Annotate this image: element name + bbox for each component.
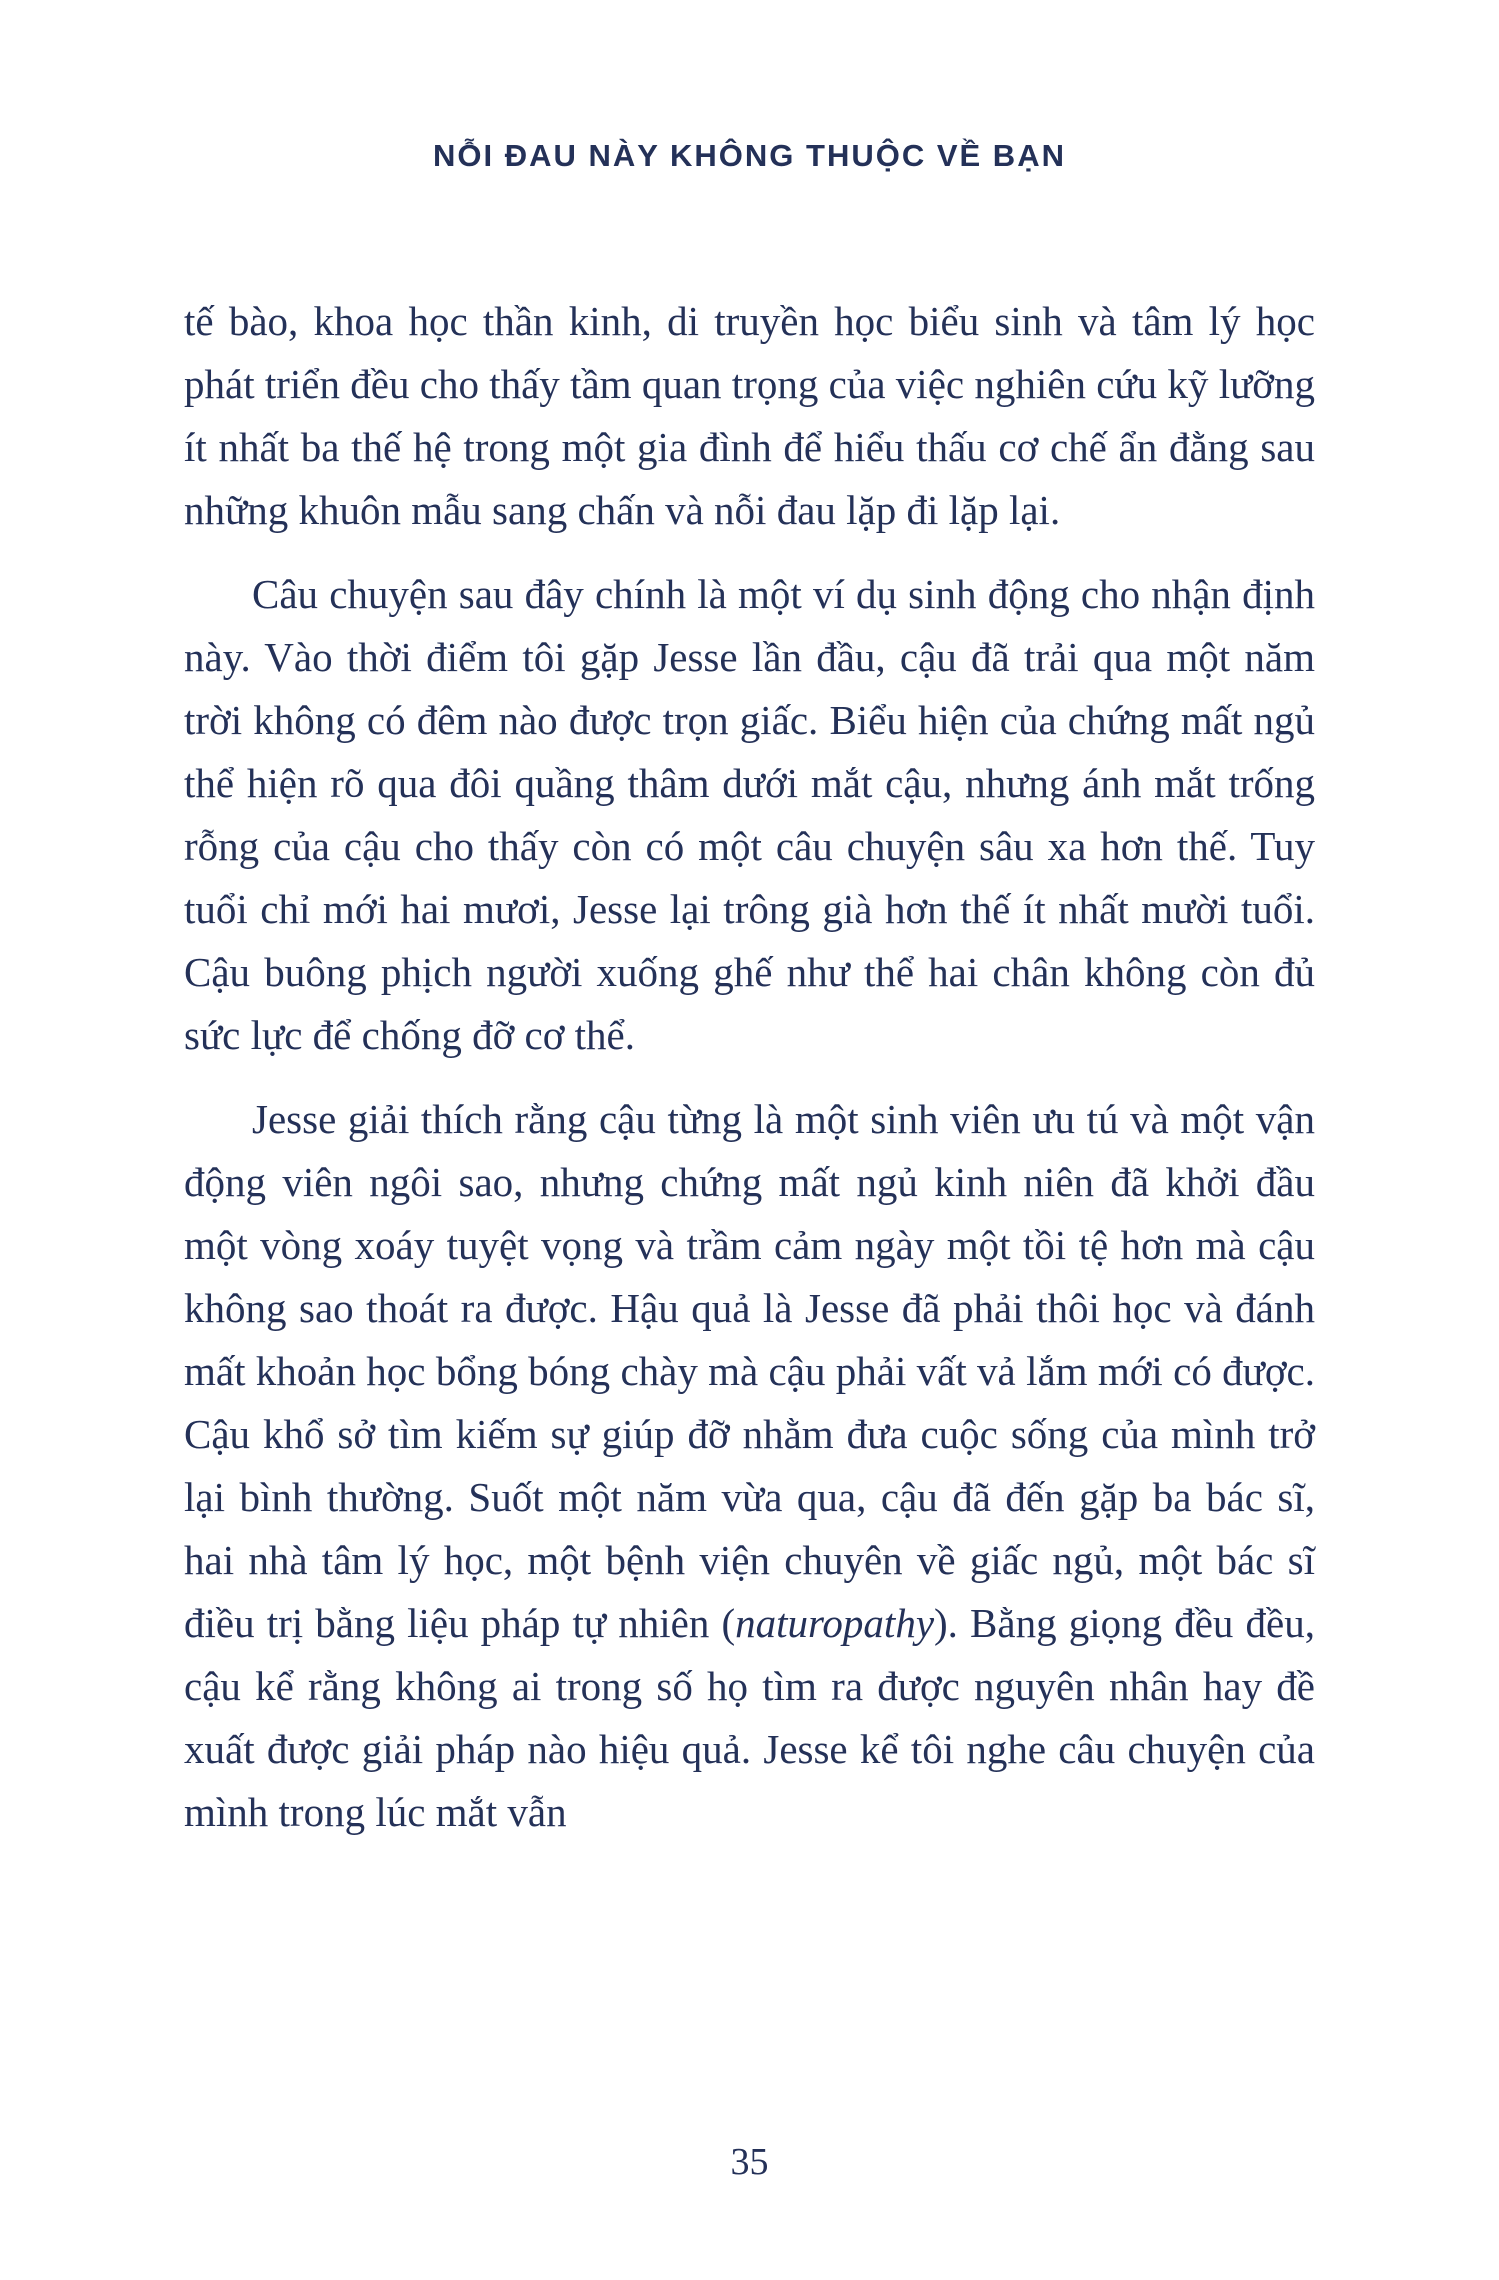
page-number: 35: [730, 2141, 769, 2183]
paragraph-3-text-before: Jesse giải thích rằng cậu từng là một sinh viên ưu tú và một vận động viên ngôi sao, nhưng chứng mất ngủ kinh niên đã khởi đầu một vòng xoáy tuyệt vọng và trầm cảm ngày một tồi tệ hơn mà cậu không sao thoát ra được. Hậu quả là Jesse đã phải thôi học và đánh mất khoản học bổng bóng chày mà cậu phải vất vả lắm mới có được. Cậu khổ sở tìm kiếm sự giúp đỡ nhằm đưa cuộc sống của mình trở lại bình thường. Suốt một năm vừa qua, cậu đã đến gặp ba bác sĩ, hai nhà tâm lý học, một bệnh viện chuyên về giấc ngủ, một bác sĩ điều trị bằng liệu pháp tự nhiên (: [184, 1096, 1315, 1646]
paragraph-2: [184, 563, 1315, 1067]
paragraph-3-text-after: ). Bằng giọng đều đều, cậu kể rằng không ai trong số họ tìm ra được nguyên nhân hay đề xuất được giải pháp nào hiệu quả. Jesse kể tôi nghe câu chuyện của mình trong lúc mắt vẫn: [184, 1600, 1315, 1835]
paragraph-1: [184, 290, 1315, 542]
paragraph-3: [184, 1088, 1315, 1844]
paragraph-1-text: tế bào, khoa học thần kinh, di truyền học biểu sinh và tâm lý học phát triển đều cho thấy tầm quan trọng của việc nghiên cứu kỹ lưỡng ít nhất ba thế hệ trong một gia đình để hiểu thấu cơ chế ẩn đằng sau những khuôn mẫu sang chấn và nỗi đau lặp đi lặp lại.: [184, 298, 1315, 533]
page-body: [0, 290, 1499, 1844]
italic-term-naturopathy: naturopathy: [735, 1600, 935, 1646]
running-header-title: NỖI ĐAU NÀY KHÔNG THUỘC VỀ BẠN: [433, 138, 1066, 173]
paragraph-2-text: Câu chuyện sau đây chính là một ví dụ sinh động cho nhận định này. Vào thời điểm tôi gặp Jesse lần đầu, cậu đã trải qua một năm trời không có đêm nào được trọn giấc. Biểu hiện của chứng mất ngủ thể hiện rõ qua đôi quầng thâm dưới mắt cậu, nhưng ánh mắt trống rỗng của cậu cho thấy còn có một câu chuyện sâu xa hơn thế. Tuy tuổi chỉ mới hai mươi, Jesse lại trông già hơn thế ít nhất mười tuổi. Cậu buông phịch người xuống ghế như thể hai chân không còn đủ sức lực để chống đỡ cơ thể.: [184, 571, 1315, 1058]
